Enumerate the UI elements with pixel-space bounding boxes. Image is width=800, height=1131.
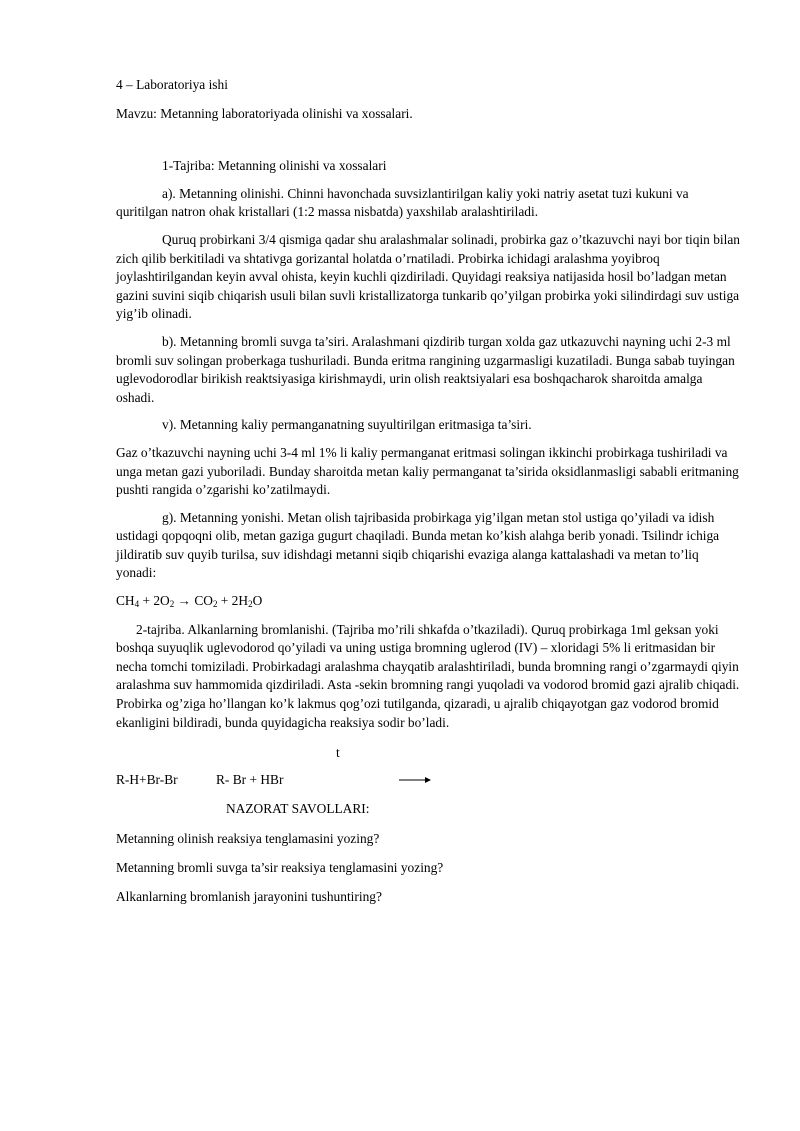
reaction-arrow-icon — [399, 776, 431, 784]
paragraph-v-continued: Gaz o’tkazuvchi nayning uchi 3-4 ml 1% li kaliy permanganat eritmasi solingan ikkinchi probirkaga tushiriladi va unga metan gazi yuboriladi. Bunday sharoitda metan kaliy permanganat ta’sirida oksidlanmasligi sababli eritmaning pushti rangida o’zgarishi ko’zatilmaydi. — [116, 444, 739, 498]
experiment-2-paragraph: 2-tajriba. Alkanlarning bromlanishi. (Tajriba mo’rili shkafda o’tkaziladi). Quruq probirkaga 1ml geksan yoki boshqa suyuqlik uglevodorod qo’yiladi va uning ustiga bromning uglerod (IV) – xloridagi 5% li eritmasidan bir necha tomchi tomiziladi. Probirkadagi aralashma chayqatib aralashtiriladi, bunda bromning rangi o’zgarmaydi qiyin aralashma suv hammomida qizdiriladi. Asta -sekin bromning rangi yuqoladi va vodorod bromid gazi ajralib chiqadi. Probirka og’ziga ho’llangan ko’k lakmus qog’ozi tutilganda, qizaradi, u ajralib chiqayotgan gaz vodorod bromid ekanligini bildiradi, bunda quyidagicha reaksiya sodir bo’ladi. — [116, 621, 740, 730]
methane-combustion-formula: $CH_4 + 2O_2 \to CO_2 + 2H_2O$ — [116, 593, 263, 610]
reaction-reactants: R-H+Br-Br — [116, 771, 178, 787]
lab-title: 4 – Laboratoriya ishi — [116, 77, 228, 92]
experiment-1-heading: 1-Tajriba: Metanning olinishi va xossalari — [162, 158, 387, 174]
question-item: Alkanlarning bromlanish jarayonini tushuntiring? — [116, 888, 382, 904]
paragraph-g: g). Metanning yonishi. Metan olish tajribasida probirkaga yig’ilgan metan stol ustiga qo’yiladi va idish ustidagi qopqoqni olib, metan gaziga gugurt chaqiladi. Bunda metan ko’kish alahga berib yonadi. Tsilindr ichiga jildiratib suv quyib turilsa, suv idishdagi metanni siqib chiqarishi evaziga alanga kattalashadi va metan to’liq yonadi: — [116, 509, 720, 581]
document-page — [116, 76, 740, 916]
lab-topic: Mavzu: Metanning laboratoriyada olinishi va xossalari. — [116, 105, 413, 121]
paragraph-a-continued: Quruq probirkani 3/4 qismiga qadar shu aralashmalar solinadi, probirka gaz o’tkazuvchi nayi bor tiqin bilan zich qilib berkitiladi va shtativga gorizantal holatda o’rnatiladi. Probirka ichidagi aralashma yoyibroq joylashtirilgandan keyin avval ohista, keyin kuchli qizdiriladi. Quyidagi reaksiya natijasida hosil bo’ladgan metan gazini suvini siqib chiqarish usuli bilan suvli kristallizatorga tunkarib qo’yilgan probirka yoki silindirdagi suv ustiga yig’ib olinadi. — [116, 231, 741, 322]
paragraph-v: v). Metanning kaliy permanganatning suyultirilgan eritmasiga ta’siri. — [162, 417, 532, 433]
question-item: Metanning bromli suvga ta’sir reaksiya tenglamasini yozing? — [116, 860, 444, 875]
reaction-products: R- Br + HBr — [216, 771, 284, 787]
paragraph-a: a). Metanning olinishi. Chinni havonchada suvsizlantirilgan kaliy yoki natriy asetat tuzi kukuni va quritilgan natron ohak kristallari (1:2 massa nisbatda) yaxshilab aralashtiriladi. — [116, 185, 689, 220]
temperature-mark: t — [336, 745, 340, 761]
paragraph-b: b). Metanning bromli suvga ta’siri. Aralashmani qizdirib turgan xolda gaz utkazuvchi nayning uchi 2-3 ml bromli suv solingan proberkaga tushuriladi. Bunda eritma rangining uzgarmasligi kuzatiladi. Bunga sabab tuyingan uglevodorodlar birikish reaktsiyasiga kirishmaydi, urin olish reaktsiyalari esa boshqacharok sharoitda amalga oshadi. — [116, 333, 735, 405]
question-item: Metanning olinish reaksiya tenglamasini yozing? — [116, 831, 380, 847]
bromination-reaction — [116, 771, 740, 791]
control-questions-heading: NAZORAT SAVOLLARI: — [226, 800, 370, 816]
